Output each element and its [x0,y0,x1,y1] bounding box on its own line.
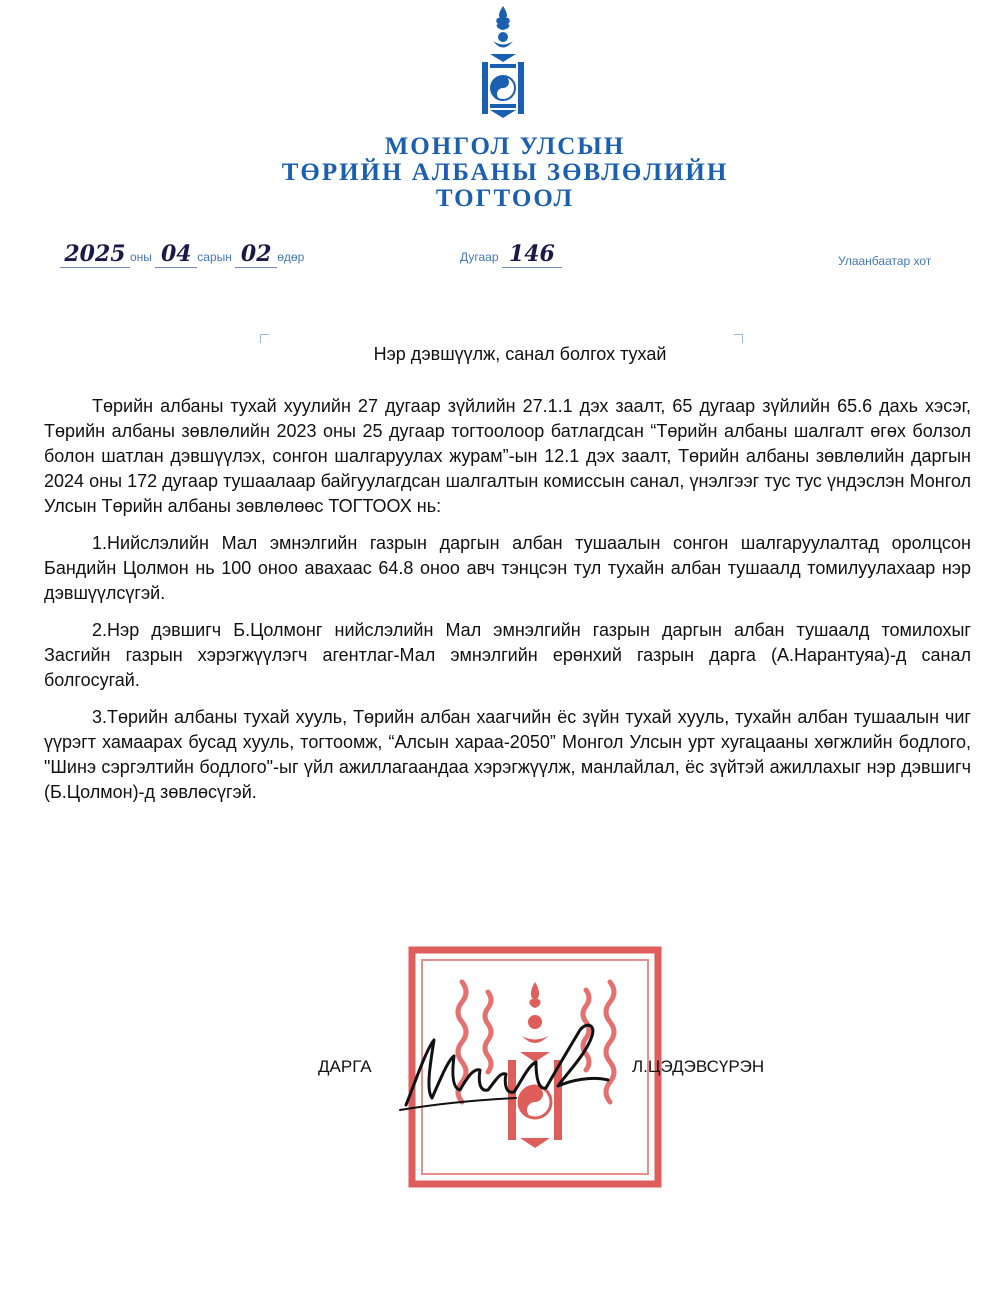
decree-item-2: 2.Нэр дэвшигч Б.Цолмонг нийслэлийн Мал эмнэлгийн газрын даргын албан тушаалд томилохыг Засгийн газрын хэрэгжүүлэгч агентлаг-Мал эмнэлгийн ерөнхий газрын дарга (А.Нарантуяа)-д санал болгосугай. [44,620,971,690]
decree-item-3: 3.Төрийн албаны тухай хууль, Төрийн албан хаагчийн ёс зүйн тухай хууль, тухайн албан тушаалын чиг үүрэгт хамаарах бусад хууль, тогтоомж, “Алсын хараа-2050” Монгол Улсын урт хугацааны хөгжлийн бодлого, "Шинэ сэргэлтийн бодлого"-ыг үйл ажиллагаандаа хэрэгжүүлж, манлайлал, ёс зүйтэй ажиллахыг нэр дэвшигч (Б.Цолмон)-д зөвлөсүгэй. [44,707,971,802]
corner-mark-left [260,334,269,343]
decree-body [44,394,971,817]
title-line-3: ТОГТООЛ [435,185,575,212]
title-line-1: МОНГОЛ УЛСЫН [384,133,626,160]
number-field [460,241,562,268]
day-suffix: өдөр [277,250,305,264]
signatory-position: ДАРГА [318,1057,372,1076]
corner-mark-right [734,334,743,343]
body-intro: Төрийн албаны тухай хуулийн 27 дугаар зүйлийн 27.1.1 дэх заалт, 65 дугаар зүйлийн 65.6 дахь хэсэг, Төрийн албаны зөвлөлийн 2023 оны 25 дугаар тогтоолоор батлагдсан “Төрийн албаны шалгалт өгөх болзол болон шатлан дэвшүүлэх, сонгон шалгаруулах журам”-ын 12.1 дэх заалт, Төрийн албаны зөвлөлийн даргын 2024 оны 172 дугаар тушаалаар байгуулагдсан шалгалтын комиссын санал, үнэлгээг тус тус үндэслэн Монгол Улсын Төрийн албаны зөвлөлөөс ТОГТООХ нь: [44,396,971,516]
city-label: Улаанбаатар хот [838,254,932,268]
date-day: 02 [240,241,272,267]
date-field [60,241,304,268]
year-suffix: оны [130,250,152,264]
decree-item-1: 1.Нийслэлийн Мал эмнэлгийн газрын даргын албан тушаалын сонгон шалгаруулалтад оролцсон Бандийн Цолмон нь 100 оноо авахаас 64.8 оноо авч тэнцсэн тул тухайн албан тушаалд томилуулахаар нэр дэвшүүлсүгэй. [44,533,971,603]
handwritten-signature-icon [396,1010,616,1120]
month-suffix: сарын [197,250,232,264]
number-label: Дугаар [460,250,499,264]
date-month: 04 [160,241,192,267]
decree-number: 146 [508,241,555,267]
decree-subject: Нэр дэвшүүлж, санал болгох тухай [373,344,667,364]
title-line-2: ТӨРИЙН АЛБАНЫ ЗӨВЛӨЛИЙН [281,159,729,186]
date-year: 2025 [64,241,126,267]
date-number-row [0,238,999,278]
signatory-name: Л.ЦЭДЭВСҮРЭН [632,1057,765,1076]
soyombo-emblem-icon [472,4,534,124]
decree-title [200,134,810,212]
